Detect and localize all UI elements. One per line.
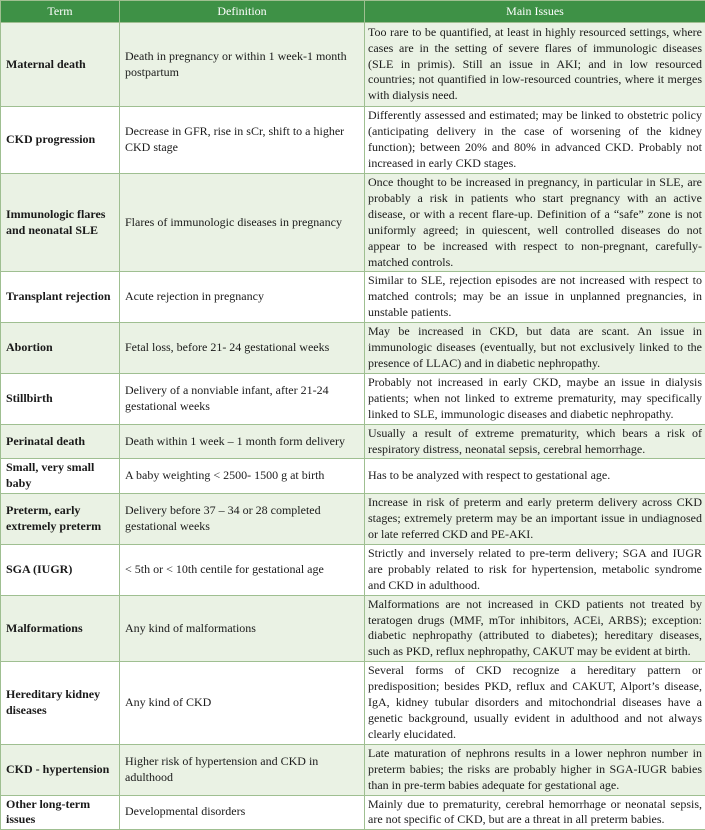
header-definition: Definition [120, 1, 365, 23]
row-term: Stillbirth [1, 373, 120, 424]
row-term: Perinatal death [1, 424, 120, 459]
row-issues: Increase in risk of preterm and early preterm delivery across CKD stages; extremely preterm may be an important issue in undiagnosed or late referred CKD and PE-AKI. [365, 494, 705, 545]
row-issues: Similar to SLE, rejection episodes are not increased with respect to matched controls; may be an issue in unplanned pregnancies, in unstable patients. [365, 272, 705, 323]
row-definition: Decrease in GFR, rise in sCr, shift to a higher CKD stage [120, 107, 365, 174]
table-row [1, 595, 705, 662]
row-definition: Flares of immunologic diseases in pregnancy [120, 174, 365, 272]
row-issues: Probably not increased in early CKD, maybe an issue in dialysis patients; when not linked to extreme prematurity, may specifically linked to SLE, immunologic diseases and diabetic nephropathy. [365, 373, 705, 424]
row-definition: Delivery of a nonviable infant, after 21-24 gestational weeks [120, 373, 365, 424]
table-row [1, 544, 705, 595]
row-term: Other long-term issues [1, 795, 120, 830]
table-row [1, 795, 705, 830]
row-definition: Any kind of CKD [120, 662, 365, 745]
row-issues: Mainly due to prematurity, cerebral hemorrhage or neonatal sepsis, are not specific of CKD, but are a threat in all preterm babies. [365, 795, 705, 830]
table-row [1, 23, 705, 107]
row-term: Malformations [1, 595, 120, 662]
table-header-row [1, 1, 705, 23]
row-definition: Death within 1 week – 1 month form delivery [120, 424, 365, 459]
row-term: CKD progression [1, 107, 120, 174]
row-issues: Several forms of CKD recognize a hereditary pattern or predisposition; besides PKD, reflux and CAKUT, Alport’s disease, IgA, kidney tubular disorders and mitochondrial diseases have a genetic background, usually evident in adulthood and not always clearly elucidated. [365, 662, 705, 745]
row-definition: Higher risk of hypertension and CKD in adulthood [120, 744, 365, 795]
row-term: Maternal death [1, 23, 120, 107]
row-definition: Fetal loss, before 21- 24 gestational weeks [120, 323, 365, 374]
row-issues: Late maturation of nephrons results in a lower nephron number in preterm babies; the risks are probably higher in SGA-IUGR babies than in pre-term babies adequate for gestational age. [365, 744, 705, 795]
row-term: CKD - hypertension [1, 744, 120, 795]
table-row [1, 174, 705, 272]
table-row [1, 424, 705, 459]
row-issues: Usually a result of extreme prematurity, which bears a risk of respiratory distress, neonatal sepsis, cerebral hemorrhage. [365, 424, 705, 459]
row-issues: May be increased in CKD, but data are scant. An issue in immunologic diseases (eventually, but not exclusively linked to the presence of LLAC) and in diabetic nephropathy. [365, 323, 705, 374]
row-term: Immunologic flares and neonatal SLE [1, 174, 120, 272]
row-term: SGA (IUGR) [1, 544, 120, 595]
row-issues: Malformations are not increased in CKD patients not treated by teratogen drugs (MMF, mTor inhibitors, ACEi, ARBS); exception: diabetic nephropathy (attributed to diabetes); hereditary diseases, such as PKD, reflux nephropathy, CAKUT may be evident at birth. [365, 595, 705, 662]
table-row [1, 662, 705, 745]
table-row [1, 272, 705, 323]
row-issues: Once thought to be increased in pregnancy, in particular in SLE, are probably a risk in patients who start pregnancy with an active disease, or with a recent flare-up. Definition of a “safe” zone is not uniformly agreed; in quiescent, well controlled diseases do not appear to be increased with respect to non-pregnant, carefully-matched controls. [365, 174, 705, 272]
row-definition: A baby weighting < 2500- 1500 g at birth [120, 459, 365, 494]
row-term: Hereditary kidney diseases [1, 662, 120, 745]
row-definition: Delivery before 37 – 34 or 28 completed gestational weeks [120, 494, 365, 545]
row-issues: Has to be analyzed with respect to gestational age. [365, 459, 705, 494]
row-definition: Developmental disorders [120, 795, 365, 830]
row-term: Small, very small baby [1, 459, 120, 494]
header-main-issues: Main Issues [365, 1, 705, 23]
row-issues: Differently assessed and estimated; may be linked to obstetric policy (anticipating delivery in the case of worsening of the kidney function); between 20% and 80% in advanced CKD. Probably not increased in early CKD stages. [365, 107, 705, 174]
row-definition: Any kind of malformations [120, 595, 365, 662]
row-definition: < 5th or < 10th centile for gestational age [120, 544, 365, 595]
table-row [1, 494, 705, 545]
header-term: Term [1, 1, 120, 23]
table-row [1, 373, 705, 424]
table-row [1, 323, 705, 374]
row-definition: Death in pregnancy or within 1 week-1 month postpartum [120, 23, 365, 107]
row-term: Abortion [1, 323, 120, 374]
row-issues: Strictly and inversely related to pre-term delivery; SGA and IUGR are probably related to risk for hypertension, metabolic syndrome and CKD in adulthood. [365, 544, 705, 595]
table-row [1, 107, 705, 174]
table-row [1, 744, 705, 795]
row-definition: Acute rejection in pregnancy [120, 272, 365, 323]
row-term: Transplant rejection [1, 272, 120, 323]
row-issues: Too rare to be quantified, at least in highly resourced settings, where cases are in the setting of severe flares of immunologic diseases (SLE in primis). Still an issue in AKI; and in low resourced countries; not quantified in low-resourced countries, where it merges with dialysis need. [365, 23, 705, 107]
table-row [1, 459, 705, 494]
row-term: Preterm, early extremely preterm [1, 494, 120, 545]
